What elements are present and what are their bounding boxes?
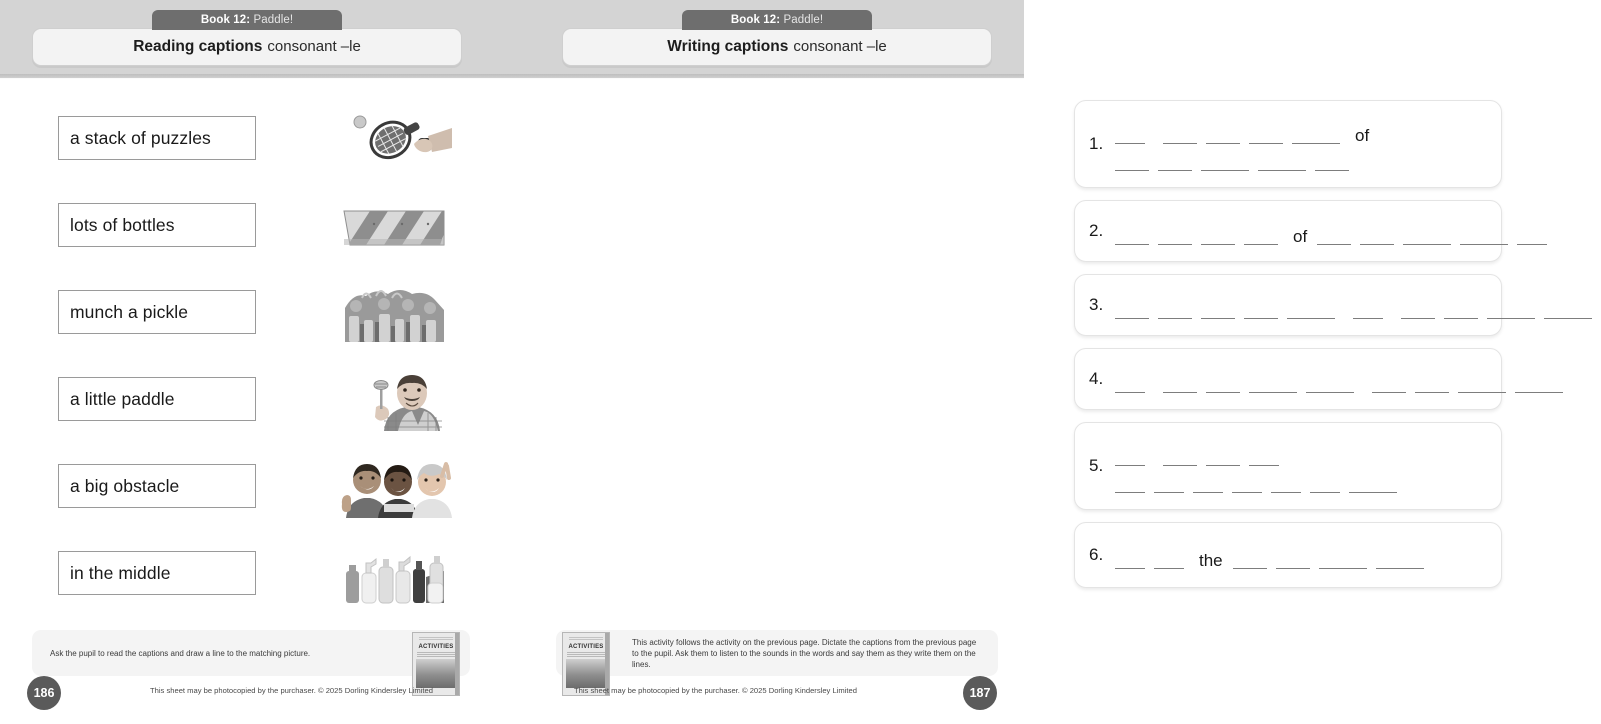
answer-blank[interactable] — [1158, 153, 1192, 171]
answer-blank[interactable] — [1206, 375, 1240, 393]
right-note-plate — [556, 630, 998, 676]
thumb-cover-photo — [566, 659, 606, 688]
writing-line-card[interactable] — [1074, 522, 1502, 588]
writing-line-card[interactable] — [1074, 422, 1502, 510]
given-word: of — [1355, 126, 1370, 145]
answer-blank[interactable] — [1319, 551, 1367, 569]
man-pickle-photo[interactable] — [340, 373, 452, 431]
left-header-plate — [32, 28, 462, 66]
answer-blank[interactable] — [1201, 153, 1249, 171]
writing-line-card[interactable] — [1074, 100, 1502, 188]
answer-blank[interactable] — [1460, 227, 1508, 245]
book-tab-bold-right: Book 12: — [730, 14, 781, 26]
answer-blank[interactable] — [1163, 126, 1197, 144]
thumb-sub-lines — [567, 652, 605, 657]
line-row — [1115, 292, 1601, 319]
answer-blank[interactable] — [1206, 448, 1240, 466]
right-header — [562, 10, 992, 66]
line-row — [1115, 218, 1556, 245]
answer-blank[interactable] — [1271, 475, 1301, 493]
caption-text: a little paddle — [70, 388, 175, 409]
right-copyright: This sheet may be photocopied by the purchaser. © 2025 Dorling Kindersley Limited — [574, 686, 857, 695]
answer-blank[interactable] — [1517, 227, 1547, 245]
caption-box[interactable] — [58, 377, 256, 421]
right-teacher-note: This activity follows the activity on the previous page. Dictate the captions from the previous page to the pupil. Ask them to listen to the sounds in the words and say them as they write them on the lines. — [632, 637, 977, 669]
answer-blank[interactable] — [1201, 301, 1235, 319]
answer-blank[interactable] — [1115, 227, 1149, 245]
thumb-cover-photo — [416, 659, 456, 688]
left-teacher-note: Ask the pupil to read the captions and draw a line to the matching picture. — [50, 648, 311, 658]
left-header-subtitle: consonant –le — [267, 38, 361, 55]
line-rows — [1115, 542, 1487, 569]
writing-lines-column — [1074, 100, 1502, 600]
answer-blank[interactable] — [1115, 475, 1145, 493]
right-header-plate — [562, 28, 992, 66]
answer-blank[interactable] — [1232, 475, 1262, 493]
caption-column — [58, 116, 256, 638]
page-number-badge-right: 187 — [963, 676, 997, 710]
caption-box[interactable] — [58, 203, 256, 247]
answer-blank[interactable] — [1515, 375, 1563, 393]
answer-blank[interactable] — [1249, 375, 1297, 393]
line-row — [1115, 439, 1487, 466]
book-tab-right — [682, 10, 872, 30]
left-header-title: Reading captions — [133, 38, 263, 55]
answer-blank[interactable] — [1444, 301, 1478, 319]
writing-line-card[interactable] — [1074, 200, 1502, 262]
answer-blank[interactable] — [1115, 126, 1145, 144]
bottle-pile-photo[interactable] — [340, 286, 452, 344]
line-rows — [1115, 439, 1487, 493]
thumb-title-right: ACTIVITIES — [568, 644, 604, 650]
answer-blank[interactable] — [1544, 301, 1592, 319]
answer-blank[interactable] — [1115, 448, 1145, 466]
answer-blank[interactable] — [1115, 375, 1145, 393]
line-row — [1115, 466, 1487, 493]
caption-box[interactable] — [58, 464, 256, 508]
answer-blank[interactable] — [1158, 227, 1192, 245]
answer-blank[interactable] — [1258, 153, 1306, 171]
answer-blank[interactable] — [1163, 375, 1197, 393]
answer-blank[interactable] — [1306, 375, 1354, 393]
answer-blank[interactable] — [1317, 227, 1351, 245]
line-rows — [1115, 292, 1601, 319]
line-rows — [1115, 366, 1572, 393]
item-number: 6. — [1089, 545, 1104, 564]
right-page — [512, 0, 1370, 724]
book-tab-bold-left: Book 12: — [200, 14, 251, 26]
caption-text: munch a pickle — [70, 301, 189, 322]
page-number-badge-left: 186 — [27, 676, 61, 710]
answer-blank[interactable] — [1154, 551, 1184, 569]
answer-blank[interactable] — [1249, 448, 1279, 466]
answer-blank[interactable] — [1401, 301, 1435, 319]
given-word: the — [1199, 550, 1223, 570]
answer-blank[interactable] — [1349, 475, 1397, 493]
item-number: 3. — [1089, 295, 1104, 314]
answer-blank[interactable] — [1292, 126, 1340, 144]
answer-blank[interactable] — [1206, 126, 1240, 144]
answer-blank[interactable] — [1372, 375, 1406, 393]
right-header-subtitle: consonant –le — [793, 38, 887, 55]
paddle-ball-photo[interactable] — [340, 112, 452, 170]
answer-blank[interactable] — [1244, 301, 1278, 319]
answer-blank[interactable] — [1154, 475, 1184, 493]
caption-text: a stack of puzzles — [70, 127, 211, 148]
left-page — [0, 0, 512, 724]
answer-blank[interactable] — [1193, 475, 1223, 493]
thumb-sub-lines — [417, 652, 455, 657]
left-footer — [0, 620, 512, 724]
answer-blank[interactable] — [1376, 551, 1424, 569]
answer-blank[interactable] — [1249, 126, 1283, 144]
answer-blank[interactable] — [1115, 153, 1149, 171]
thumb-title-left: ACTIVITIES — [418, 644, 454, 650]
answer-blank[interactable] — [1360, 227, 1394, 245]
cleaning-bottles-photo[interactable] — [340, 547, 452, 605]
right-footer — [512, 620, 1024, 724]
left-note-plate — [32, 630, 470, 676]
caption-box[interactable] — [58, 551, 256, 595]
answer-blank[interactable] — [1403, 227, 1451, 245]
three-children-photo[interactable] — [340, 460, 452, 518]
road-barrier-photo[interactable] — [340, 199, 452, 257]
answer-blank[interactable] — [1163, 448, 1197, 466]
item-number: 2. — [1089, 221, 1104, 240]
thumb-top-lines — [419, 637, 453, 641]
answer-blank[interactable] — [1287, 301, 1335, 319]
answer-blank[interactable] — [1233, 551, 1267, 569]
answer-blank[interactable] — [1487, 301, 1535, 319]
picture-column — [340, 112, 460, 634]
item-number: 4. — [1089, 369, 1104, 388]
given-word: of — [1293, 226, 1308, 246]
line-row — [1115, 144, 1487, 171]
caption-text: lots of bottles — [70, 214, 175, 235]
answer-blank[interactable] — [1315, 153, 1349, 171]
writing-line-card[interactable] — [1074, 274, 1502, 336]
left-header — [32, 10, 462, 66]
answer-blank[interactable] — [1310, 475, 1340, 493]
caption-text: a big obstacle — [70, 475, 180, 496]
caption-box[interactable] — [58, 290, 256, 334]
left-copyright: This sheet may be photocopied by the purchaser. © 2025 Dorling Kindersley Limited — [150, 686, 433, 695]
writing-line-card[interactable] — [1074, 348, 1502, 410]
caption-text: in the middle — [70, 562, 171, 583]
line-row — [1115, 542, 1487, 569]
book-tab-light-left: Paddle! — [250, 14, 294, 26]
answer-blank[interactable] — [1415, 375, 1449, 393]
answer-blank[interactable] — [1276, 551, 1310, 569]
line-row — [1115, 366, 1572, 393]
answer-blank[interactable] — [1458, 375, 1506, 393]
book-tab-left — [152, 10, 342, 30]
line-rows — [1115, 218, 1556, 245]
answer-blank[interactable] — [1244, 227, 1278, 245]
answer-blank[interactable] — [1201, 227, 1235, 245]
item-number: 1. — [1089, 134, 1104, 153]
answer-blank[interactable] — [1353, 301, 1383, 319]
line-rows — [1115, 117, 1487, 171]
item-number: 5. — [1089, 456, 1104, 475]
answer-blank[interactable] — [1115, 551, 1145, 569]
answer-blank[interactable] — [1115, 301, 1149, 319]
thumb-spine — [455, 633, 459, 695]
answer-blank[interactable] — [1158, 301, 1192, 319]
line-row — [1115, 117, 1487, 144]
thumb-top-lines — [569, 637, 603, 641]
book-tab-light-right: Paddle! — [780, 14, 824, 26]
caption-box[interactable] — [58, 116, 256, 160]
right-header-title: Writing captions — [667, 38, 789, 55]
